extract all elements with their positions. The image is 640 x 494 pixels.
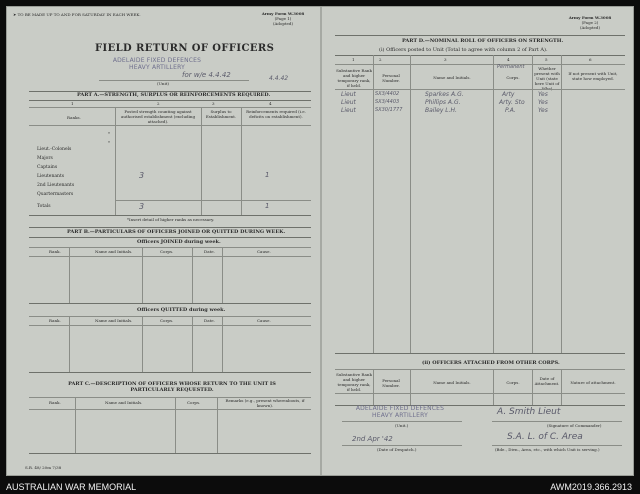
unit-underline xyxy=(99,80,249,81)
part-c-bottom-rule xyxy=(29,453,311,454)
part-a-col-num-2: 2 xyxy=(157,101,160,106)
d-col-num-4: 4 xyxy=(507,57,510,62)
area-label: (Bde., Divn., Area, etc., with which Unit is serving.) xyxy=(495,447,600,452)
row2-rank: Lieut xyxy=(341,99,356,106)
form-title: FIELD RETURN OF OFFICERS xyxy=(95,43,275,54)
row3-name: Bailey L.H. xyxy=(425,107,457,114)
right-unit-stamp xyxy=(345,405,455,419)
d-col-num-1: 1 xyxy=(352,57,355,62)
part-d-subtitle: (i) Officers posted to Unit (Total to agree with column 2 of Part A). xyxy=(379,47,548,53)
joined-col-cause: Cause. xyxy=(257,249,271,254)
part-d-top-rule xyxy=(335,35,625,36)
part-c-vline-3 xyxy=(217,397,218,453)
rank-row-totals: Totals xyxy=(37,204,51,209)
d-col-num-6: 6 xyxy=(589,57,592,62)
quitted-col-cause: Cause. xyxy=(257,318,271,323)
handwritten-week-ending: for w/e 4.4.42 xyxy=(182,71,231,79)
d-head-ifnot: If not present with Unit, state how employed. xyxy=(568,71,618,81)
att-vline-4 xyxy=(532,369,533,405)
d-vline-5 xyxy=(561,55,562,353)
row2-present: Yes xyxy=(538,99,548,106)
print-code: S.R. 48/ 20m 7/38 xyxy=(25,465,62,470)
quitted-vline-3 xyxy=(192,316,193,372)
army-form-number-right: Army Form W.3008 xyxy=(568,15,612,20)
att-vline-1 xyxy=(373,369,374,405)
d-head-corps: Corps. xyxy=(506,75,520,80)
part-a-head-surplus: Surplus to Establishment. xyxy=(205,109,237,119)
row1-corps: Arty xyxy=(502,91,515,98)
despatch-rule xyxy=(342,445,462,446)
part-d-title: PART D.—NOMINAL ROLL OF OFFICERS ON STRENGTH. xyxy=(402,38,564,44)
asterisk-1: * xyxy=(108,131,110,136)
d-head-whether: Whether present with Unit (state here Unit of xyxy=(534,66,560,86)
d-head-rule xyxy=(335,89,625,90)
joined-head-rule xyxy=(29,256,311,257)
posted-totals-value: 3 xyxy=(139,202,145,211)
quitted-rule xyxy=(29,316,311,317)
joined-col-date: Date. xyxy=(204,249,215,254)
joined-col-name: Name and Initials. xyxy=(95,249,133,254)
archive-accession-number: AWM2019.366.2913 xyxy=(550,482,632,492)
d-vline-2 xyxy=(410,55,411,353)
right-stamp-line-2: HEAVY ARTILLERY xyxy=(372,412,428,419)
part-c-col-rank: Rank. xyxy=(49,400,61,405)
rank-row-lieut-colonels: Lieut.-Colonels xyxy=(37,147,72,152)
part-d-rule-2 xyxy=(335,55,625,56)
part-a-rule-3 xyxy=(29,107,311,108)
d-bottom-rule xyxy=(335,353,625,354)
row3-number: SX30/1777 xyxy=(375,107,403,113)
part-a-head-reinforcements: Reinforcements required (i.e. deficits on establishment). xyxy=(246,109,306,119)
att-head-nature: Nature of attachment. xyxy=(570,380,616,385)
rank-row-captains: Captains xyxy=(37,165,58,170)
row1-rank: Lieut xyxy=(341,91,356,98)
part-a-head-ranks: Ranks. xyxy=(67,115,81,120)
quitted-bottom-rule xyxy=(29,372,311,373)
field-return-form xyxy=(6,6,634,476)
stamp-line-1: ADELAIDE FIXED DEFENCES xyxy=(112,57,202,64)
joined-bottom-rule xyxy=(29,303,311,304)
unit-label: (Unit) xyxy=(157,81,169,86)
arrow-icon: ➤ xyxy=(13,12,17,17)
page-fold xyxy=(320,7,322,475)
part-c-col-corps: Corps. xyxy=(187,400,201,405)
area-rule xyxy=(492,445,622,446)
d-head-name: Name and Initials. xyxy=(433,75,471,80)
att-head-rank: Substantive Rank and higher temporary rank, if held. xyxy=(336,372,372,392)
d-head-personal: Personal Number. xyxy=(382,73,400,83)
quitted-col-rank: Rank. xyxy=(49,318,61,323)
right-unit-label: (Unit.) xyxy=(395,423,409,428)
part-a-head-posted: Posted strength counting against authorised establishment (excluding attached). xyxy=(120,109,196,124)
part-a-rule-4 xyxy=(29,125,311,126)
quitted-col-corps: Corps. xyxy=(160,318,174,323)
part-c-head-rule xyxy=(29,409,311,410)
row2-corps: Arty. Sto xyxy=(499,99,525,106)
despatch-label: (Date of Despatch.) xyxy=(377,447,417,452)
stamp-line-2: HEAVY ARTILLERY xyxy=(129,64,185,71)
d-vline-1 xyxy=(373,55,374,353)
part-c-vline-2 xyxy=(175,397,176,453)
army-form-number: Army Form W.3008 xyxy=(261,11,305,16)
area-handwritten: S.A. L. of C. Area xyxy=(507,432,583,442)
despatch-date-handwritten: 2nd Apr '42 xyxy=(352,435,393,443)
rank-row-majors: Majors xyxy=(37,156,53,161)
quitted-head-rule xyxy=(29,325,311,326)
adopted-note-right: (Adopted) xyxy=(579,25,601,30)
row3-present: Yes xyxy=(538,107,548,114)
row1-number: SX3/4402 xyxy=(375,91,400,97)
part-a-vline-1 xyxy=(115,107,116,215)
left-army-form xyxy=(252,11,314,26)
joined-title: Officers JOINED during week. xyxy=(137,239,221,245)
part-c-vline-1 xyxy=(75,397,76,453)
rank-row-quartermasters: Quartermasters xyxy=(37,192,74,197)
d-head-corps-handwritten: Permanent xyxy=(497,64,525,70)
row1-present: Yes xyxy=(538,91,548,98)
reinf-totals-value: 1 xyxy=(265,202,270,210)
rank-row-lieutenants: Lieutenants xyxy=(37,174,65,179)
row2-name: Phillips A.G. xyxy=(425,99,461,106)
joined-col-corps: Corps. xyxy=(160,249,174,254)
joined-vline-3 xyxy=(192,247,193,303)
handwritten-date: 4.4.42 xyxy=(269,75,289,82)
unit-sign-rule xyxy=(342,421,462,422)
part-a-bottom-rule xyxy=(29,215,311,216)
att-head-personal: Personal Number. xyxy=(382,378,400,388)
part-a-vline-3 xyxy=(241,107,242,215)
right-army-form xyxy=(555,15,625,30)
att-head-name: Name and Initials. xyxy=(433,380,471,385)
part-b-rule-2 xyxy=(29,237,311,238)
d-vline-3 xyxy=(493,55,494,353)
row3-corps: P.A. xyxy=(505,107,516,114)
posted-lieutenants-value: 3 xyxy=(139,171,145,180)
d-col-num-5: 5 xyxy=(545,57,548,62)
joined-vline-1 xyxy=(69,247,70,303)
part-b-top-rule xyxy=(29,227,311,228)
joined-rule xyxy=(29,247,311,248)
totals-rule xyxy=(115,200,311,201)
row2-number: SX3/4403 xyxy=(375,99,400,105)
page-note-right: (Page 2) xyxy=(581,20,599,25)
joined-col-rank: Rank. xyxy=(49,249,61,254)
row1-name: Sparkes A.G. xyxy=(425,91,464,98)
part-a-col-num-3: 3 xyxy=(212,101,215,106)
att-vline-5 xyxy=(561,369,562,405)
asterisk-2: * xyxy=(108,140,110,145)
quitted-vline-4 xyxy=(222,316,223,372)
att-head-rule xyxy=(335,393,625,394)
d-vline-4 xyxy=(532,55,533,353)
quitted-col-date: Date. xyxy=(204,318,215,323)
quitted-col-name: Name and Initials. xyxy=(95,318,133,323)
part-b-title: PART B.—PARTICULARS OF OFFICERS JOINED OR QUITTED DURING WEEK. xyxy=(67,229,286,235)
quitted-title: Officers QUITTED during week. xyxy=(137,307,226,313)
d-col-num-3: 3 xyxy=(444,57,447,62)
att-head-corps: Corps. xyxy=(506,380,520,385)
quitted-vline-2 xyxy=(142,316,143,372)
archive-caption-bar xyxy=(0,480,640,494)
row3-rank: Lieut xyxy=(341,107,356,114)
quitted-vline-1 xyxy=(69,316,70,372)
part-a-col-num-1: 1 xyxy=(71,101,74,106)
joined-vline-2 xyxy=(142,247,143,303)
attached-rule xyxy=(335,369,625,370)
part-c-title: PART C.—DESCRIPTION OF OFFICERS WHOSE RETURN TO THE UNIT IS PARTICULARLY REQUESTED. xyxy=(68,381,276,393)
adopted-note: (Adopted) xyxy=(272,21,294,26)
left-top-note xyxy=(13,12,141,17)
joined-vline-4 xyxy=(222,247,223,303)
part-a-footnote: *Insert detail of higher ranks as necessary. xyxy=(127,217,215,222)
top-note-text: TO BE MADE UP TO AND FOR SATURDAY IN EACH WEEK. xyxy=(17,12,141,17)
right-stamp-line-1: ADELAIDE FIXED DEFENCES xyxy=(355,405,445,412)
commander-signature: A. Smith Lieut xyxy=(497,407,561,417)
part-c-col-remarks: Remarks (e.g., present whereabouts, if known). xyxy=(225,398,305,408)
d-col-num-2: 2 xyxy=(379,57,382,62)
att-vline-2 xyxy=(410,369,411,405)
rank-row-2nd-lieutenants: 2nd Lieutenants xyxy=(37,183,75,188)
attached-title: (ii) OFFICERS ATTACHED FROM OTHER CORPS. xyxy=(422,360,560,366)
unit-stamp xyxy=(102,57,212,71)
d-num-rule xyxy=(335,64,625,65)
signature-rule xyxy=(492,421,622,422)
signature-label: (Signature of Commander) xyxy=(547,423,602,428)
d-head-rank: Substantive Rank and higher temporary rank, if held. xyxy=(336,68,372,88)
part-a-title: PART A.—STRENGTH, SURPLUS OR REINFORCEMENTS REQUIRED. xyxy=(77,92,271,98)
part-a-col-num-4: 4 xyxy=(269,101,272,106)
part-a-vline-2 xyxy=(201,107,202,215)
att-vline-3 xyxy=(493,369,494,405)
archive-name: AUSTRALIAN WAR MEMORIAL xyxy=(6,482,137,492)
page-note: (Page 1) xyxy=(274,16,292,21)
reinf-lieutenants-value: 1 xyxy=(265,171,270,179)
part-c-col-name: Name and Initials. xyxy=(105,400,143,405)
att-head-date: Date of Attachment. xyxy=(534,376,560,386)
